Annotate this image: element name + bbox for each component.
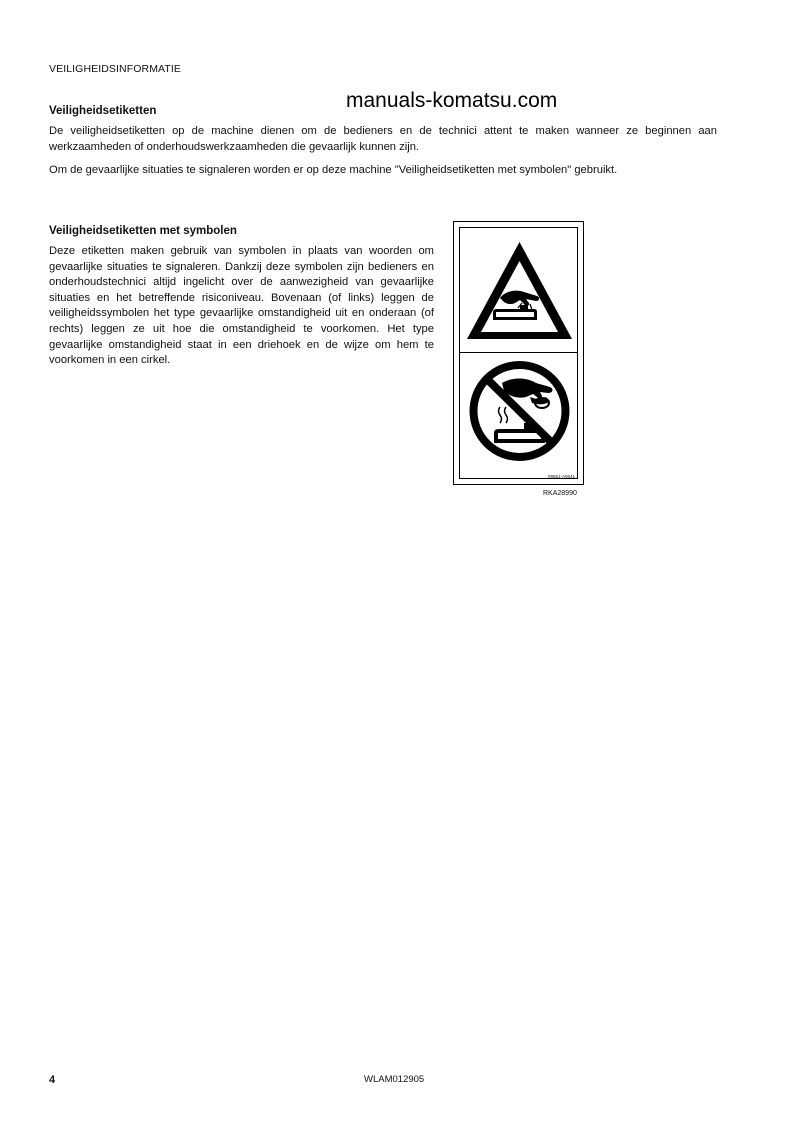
symbol-usage-paragraph: Om de gevaarlijke situaties te signaleren worden er op deze machine "Veiligheidsetiketten met symbolen" gebruikt. xyxy=(49,164,618,176)
intro-paragraph: De veiligheidsetiketten op de machine dienen om de bedieners en de technici attent te maken wanneer ze beginnen aan werkzaamheden of onderhoudswerkzaamheden die gevaarlijk kunnen zijn. xyxy=(49,125,717,153)
symbols-paragraph: Deze etiketten maken gebruik van symbolen in plaats van woorden om gevaarlijke situaties te signaleren. Dankzij deze symbolen zijn bedieners en onderhoudstechnici altijd ingelicht over de aanwezigheid van gevaarlijke situaties en het betreffende risiconiveau. Bovenaan (of links) leggen de veiligheidssymbolen het type gevaarlijke omstandigheid uit en onderaan (of rechts) leggen ze uit hoe die omstandigheid te voorkomen. Het type gevaarlijke omstandigheid staat in een driehoek en de wijze om hem te voorkomen in een cirkel. xyxy=(49,245,434,367)
warning-triangle-icon xyxy=(460,228,579,350)
figure-caption: RKA28990 xyxy=(543,490,577,497)
section-title: Veiligheidsetiketten xyxy=(49,105,157,117)
label-part-code: 09651-A0641 xyxy=(547,474,575,479)
watermark: manuals-komatsu.com xyxy=(346,89,558,112)
document-code: WLAM012905 xyxy=(364,1074,425,1085)
running-header: VEILIGHEIDSINFORMATIE xyxy=(49,63,182,75)
safety-label-figure xyxy=(453,221,584,485)
subsection-title: Veiligheidsetiketten met symbolen xyxy=(49,225,237,237)
prohibition-circle-icon xyxy=(460,353,579,483)
safety-label-frame xyxy=(459,227,578,479)
page-number: 4 xyxy=(49,1074,56,1086)
